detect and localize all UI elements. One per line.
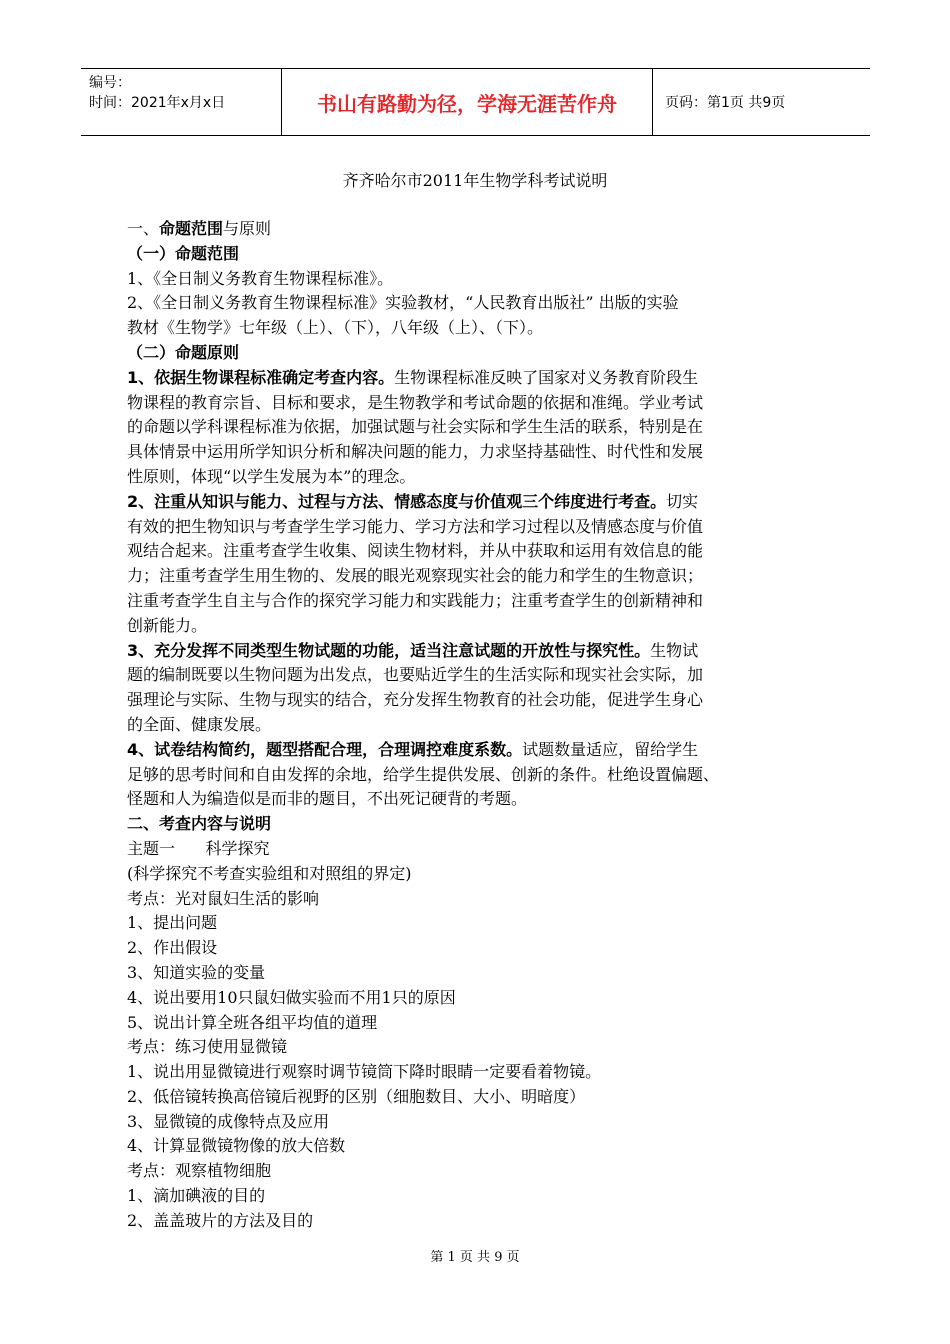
paragraph-line: 具体情景中运用所学知识分析和解决问题的能力，力求坚持基础性、时代性和发展 [127, 442, 704, 462]
exam-point-heading: 考点：观察植物细胞 [127, 1161, 272, 1181]
principle-paragraph-2: 2、注重从知识与能力、过程与方法、情感态度与价值观三个纬度进行考查。切实 [127, 491, 699, 511]
list-item: 3、显微镜的成像特点及应用 [127, 1111, 330, 1131]
paragraph-line: 题的编制既要以生物问题为出发点，也要贴近学生的生活实际和现实社会实际，加 [127, 665, 704, 685]
document-date-label: 时间：2021年x月x日 [89, 95, 226, 111]
paragraph-line: 注重考查学生自主与合作的探究学习能力和实践能力；注重考查学生的创新精神和 [127, 590, 704, 610]
header-info-cell [81, 69, 282, 135]
paragraph-line: 强理论与实际、生物与现实的结合，充分发挥生物教育的社会功能，促进学生身心 [127, 690, 704, 710]
list-item: 5、说出计算全班各组平均值的道理 [127, 1012, 378, 1032]
section-heading-2: 二、考查内容与说明 [127, 814, 272, 834]
list-item: 4、说出要用10只鼠妇做实验而不用1只的原因 [127, 987, 456, 1007]
paragraph-line: 观结合起来。注重考查学生收集、阅读生物材料，并从中获取和运用有效信息的能 [127, 541, 704, 561]
paragraph-line: 创新能力。 [127, 615, 208, 635]
list-item: 1、提出问题 [127, 913, 218, 933]
paragraph-line: 有效的把生物知识与考查学生学习能力、学习方法和学习过程以及情感态度与价值 [127, 516, 704, 536]
list-item: 2、《全日制义务教育生物课程标准》实验教材，“人民教育出版社” 出版的实验 [127, 293, 679, 313]
principle-paragraph-4: 4、试卷结构简约，题型搭配合理，合理调控难度系数。试题数量适应，留给学生 [127, 739, 699, 759]
subsection-heading-principles: （二）命题原则 [127, 342, 240, 362]
paragraph-line: 怪题和人为编造似是而非的题目，不出死记硬背的考题。 [127, 789, 528, 809]
list-item: 教材《生物学》七年级（上）、（下），八年级（上）、（下）。 [127, 318, 544, 338]
list-item: 1、滴加碘液的目的 [127, 1186, 266, 1206]
subsection-heading-scope: （一）命题范围 [127, 243, 240, 263]
list-item: 4、计算显微镜物像的放大倍数 [127, 1136, 346, 1156]
paragraph-line: 物课程的教育宗旨、目标和要求，是生物教学和考试命题的依据和准绳。学业考试 [127, 392, 704, 412]
paragraph-line: 的命题以学科课程标准为依据，加强试题与社会实际和学生生活的联系，特别是在 [127, 417, 704, 437]
list-item: 2、作出假设 [127, 938, 218, 958]
document-number-label: 编号： [89, 75, 131, 91]
principle-paragraph-1: 1、依据生物课程标准确定考查内容。生物课程标准反映了国家对义务教育阶段生 [127, 367, 699, 387]
paragraph-line: 足够的思考时间和自由发挥的余地，给学生提供发展、创新的条件。杜绝设置偏题、 [127, 764, 720, 784]
header-motto: 书山有路勤为径，学海无涯苦作舟 [282, 69, 653, 135]
list-item: 2、低倍镜转换高倍镜后视野的区别（细胞数目、大小、明暗度） [127, 1086, 586, 1106]
header-page-label: 页码：第1页 共9页 [665, 95, 786, 111]
section-heading-1: 一、命题范围与原则 [127, 219, 272, 238]
list-item: 2、盖盖玻片的方法及目的 [127, 1210, 314, 1230]
list-item: 1、《全日制义务教育生物课程标准》。 [127, 268, 394, 288]
exam-point-heading: 考点：光对鼠妇生活的影响 [127, 888, 320, 908]
page-footer: 第 1 页 共 9 页 [430, 1250, 520, 1265]
paragraph-line: 的全面、健康发展。 [127, 714, 272, 734]
document-title: 齐齐哈尔市2011年生物学科考试说明 [342, 171, 608, 190]
list-item: 1、说出用显微镜进行观察时调节镜筒下降时眼睛一定要看着物镜。 [127, 1062, 602, 1082]
theme-note: (科学探究不考查实验组和对照组的界定) [127, 863, 412, 883]
principle-paragraph-3: 3、充分发挥不同类型生物试题的功能，适当注意试题的开放性与探究性。生物试 [127, 640, 699, 660]
paragraph-line: 性原则，体现“以学生发展为本”的理念。 [127, 466, 416, 486]
document-body [127, 217, 827, 1234]
paragraph-line: 力；注重考查学生用生物的、发展的眼光观察现实社会的能力和学生的生物意识； [127, 566, 704, 586]
exam-point-heading: 考点：练习使用显微镜 [127, 1037, 288, 1057]
theme-heading: 主题一 科学探究 [127, 838, 270, 858]
list-item: 3、知道实验的变量 [127, 962, 266, 982]
header-table [81, 68, 870, 136]
